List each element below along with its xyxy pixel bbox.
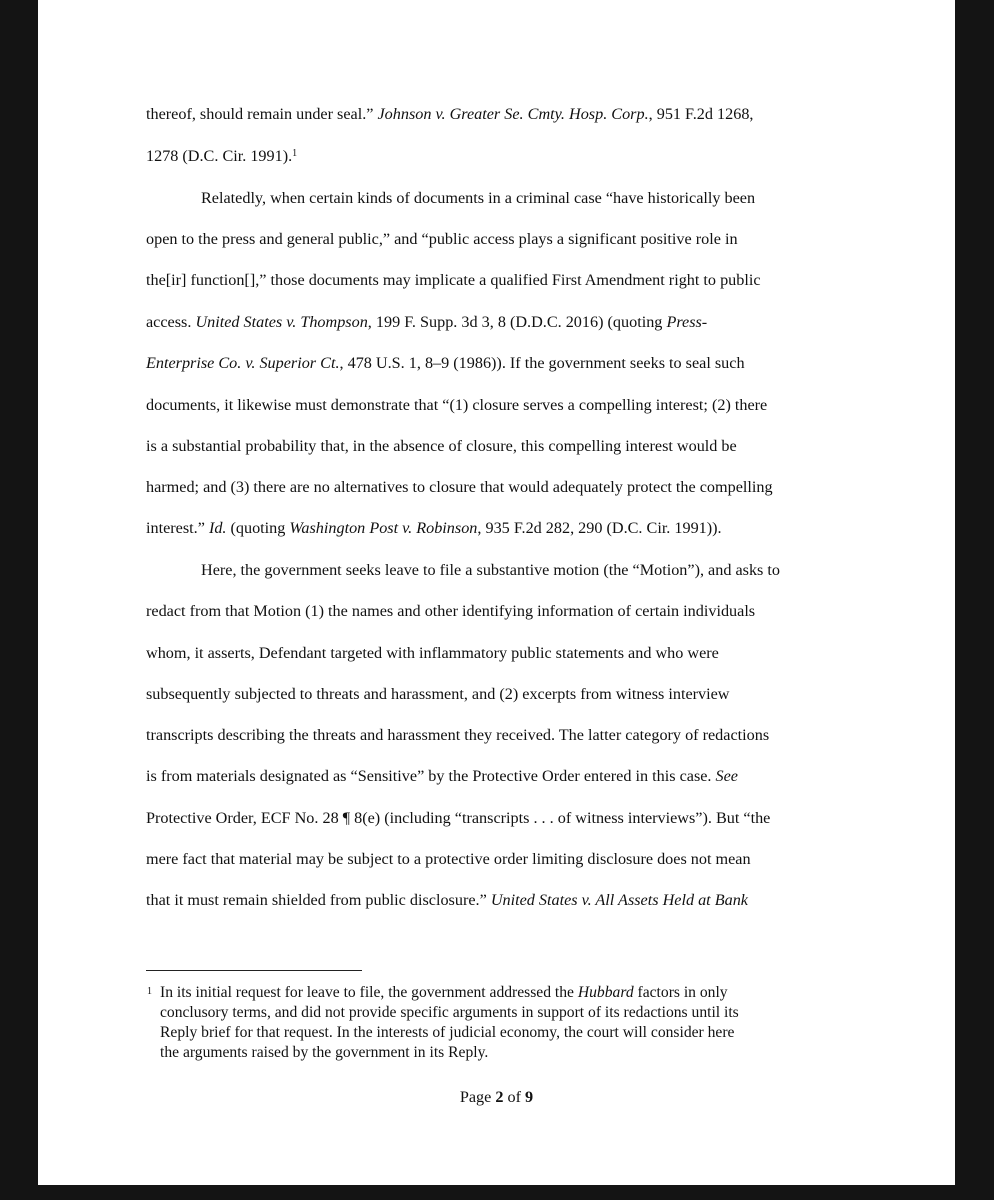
body-line: transcripts describing the threats and harassment they received. The latter category of redactions: [146, 726, 770, 744]
body-line: Enterprise Co. v. Superior Ct., 478 U.S. 1, 8–9 (1986)). If the government seeks to seal such: [146, 354, 745, 372]
footnote-divider: [146, 970, 362, 971]
footnote-line: conclusory terms, and did not provide specific arguments in support of its redactions until its: [160, 1004, 739, 1021]
body-line: harmed; and (3) there are no alternatives to closure that would adequately protect the compelling: [146, 478, 773, 496]
footnote-line: Reply brief for that request. In the interests of judicial economy, the court will consider here: [160, 1024, 735, 1041]
body-line: Here, the government seeks leave to file a substantive motion (the “Motion”), and asks to: [201, 561, 780, 579]
footnote: [147, 983, 840, 1063]
body-line: is a substantial probability that, in the absence of closure, this compelling interest would be: [146, 437, 737, 455]
body-line: subsequently subjected to threats and harassment, and (2) excerpts from witness interview: [146, 685, 730, 703]
body-line: open to the press and general public,” and “public access plays a significant positive role in: [146, 230, 738, 248]
footnote-ref[interactable]: 1: [292, 148, 298, 159]
footnote-line: the arguments raised by the government in its Reply.: [160, 1044, 489, 1061]
body-line: thereof, should remain under seal.” Johnson v. Greater Se. Cmty. Hosp. Corp., 951 F.2d 1268,: [146, 105, 754, 123]
body-line: that it must remain shielded from public disclosure.” United States v. All Assets Held at Bank: [146, 891, 748, 909]
body-line: mere fact that material may be subject to a protective order limiting disclosure does not mean: [146, 850, 751, 868]
body-line: is from materials designated as “Sensitive” by the Protective Order entered in this case. See: [146, 767, 738, 785]
page-number: Page 2 of 9: [459, 1088, 534, 1106]
body-line: access. United States v. Thompson, 199 F. Supp. 3d 3, 8 (D.D.C. 2016) (quoting Press-: [146, 313, 708, 331]
body-line: the[ir] function[],” those documents may implicate a qualified First Amendment right to public: [146, 271, 761, 289]
body-line: interest.” Id. (quoting Washington Post v. Robinson, 935 F.2d 282, 290 (D.C. Cir. 1991)).: [146, 519, 722, 537]
body-line: Relatedly, when certain kinds of documents in a criminal case “have historically been: [201, 189, 756, 207]
body-line: whom, it asserts, Defendant targeted with inflammatory public statements and who were: [146, 644, 719, 662]
body-line: Protective Order, ECF No. 28 ¶ 8(e) (including “transcripts . . . of witness interviews”). But “the: [146, 809, 771, 827]
body-line: redact from that Motion (1) the names and other identifying information of certain individuals: [146, 602, 756, 620]
footnote-line: In its initial request for leave to file, the government addressed the Hubbard factors in only: [160, 984, 728, 1001]
body-line: 1278 (D.C. Cir. 1991).$^1$: [146, 147, 298, 165]
body-line: documents, it likewise must demonstrate that “(1) closure serves a compelling interest; (2) there: [146, 396, 768, 414]
document-page: [38, 0, 955, 1185]
footnote-mark: 1: [147, 986, 152, 997]
